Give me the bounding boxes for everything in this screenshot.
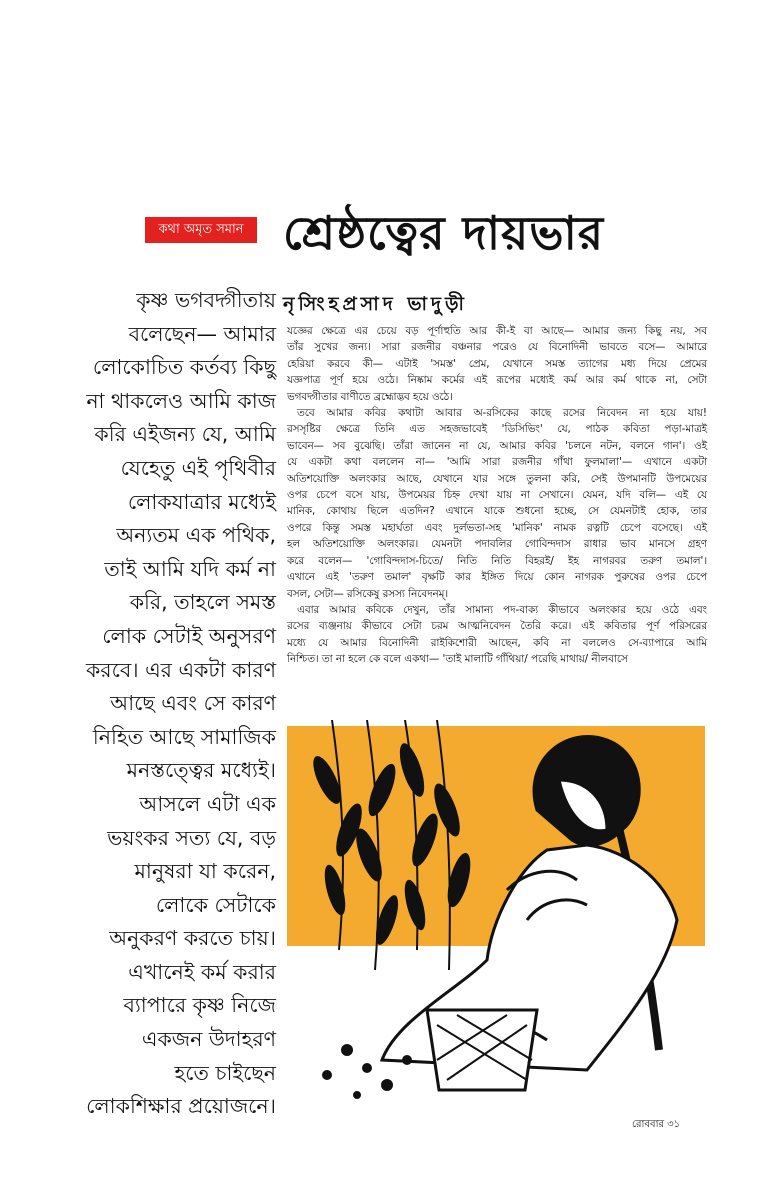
pull-quote-line: আছে এবং সে কারণ [110,691,276,716]
pull-quote-line: লোক সেটাই অনুসরণ [102,623,276,648]
article-paragraph [287,405,707,602]
article-line: ওপর চেপে বসে যায়, উপমেয়র চিহ্ন দেখা যায় না সেখানে। যেমন, যদি বলি— এই যে [287,489,707,502]
pull-quote-line: আসলে এটা এক [139,791,276,816]
article-line: ওপরে কিন্তু সমস্ত মহার্ঘতা এবং দুর্লভতা-সহ 'মানিক' নামক রত্নটি চেপে বসেছে। এই [287,521,707,534]
pull-quote-line: লোকোচিত কর্তব্য কিছু [92,355,276,380]
pull-quote-line: অন্যতম এক পথিক, [116,523,276,548]
article-line: যজ্ঞের ক্ষেত্রে এর চেয়ে বড় পূর্ণাহুতি আর কী-ই বা আছে— আমার জন্য কিছু নয়, সব [287,325,707,337]
pull-quote-line: একজন উদাহরণ [141,1027,276,1052]
pull-quote-line: করি, তাহলে সমস্ত [129,590,276,615]
article-line: বসল, সেটা— রসিকেষু রসস্য নিবেদনম্। [287,587,449,600]
pull-quote-line: যেহেতু এই পৃথিবীর [120,455,276,480]
pull-quote-line: লোকশিক্ষার প্রয়োজনে। [86,1094,276,1119]
pull-quote-line: লোকযাত্রার মধ্যেই [127,489,276,514]
pull-quote-line: করবে। এর একটা কারণ [85,657,276,682]
article-line: এবার আমার কবিকে দেখুন, তাঁর সামান্য পদ-বাক্য কীভাবে অলংকার হয়ে ওঠে এবং [297,603,707,616]
illustration [287,720,705,1106]
pull-quote-line: লোকে সেটাকে [155,892,276,917]
article-line: যে একটা কথা বললেন না— 'আমি সারা রজনীর গাঁথা ফুলমালা'— এখানে একটা [287,456,707,469]
pull-quote-line: হতে চাইছেন [174,1060,276,1085]
article-line: এখানে এই 'তরুণ তমাল' বৃক্ষটি কার ইঙ্গিত দিয়ে কোন নাগরক পুরুষের ওপর চেপে [287,571,707,584]
author-byline: নৃসিংহপ্রসাদ ভাদুড়ী [283,293,468,315]
pull-quote [40,284,276,1124]
pull-quote-line: করি এইজন্য যে, আমি [94,422,276,447]
article-line: অতিশয়োক্তি অলংকার আছে, যেখানে যার সঙ্গে তুলনা করি, সেই উপমানটি উপমেয়ের [287,472,707,485]
pull-quote-line: বলেছেন— আমার [128,321,276,346]
section-tag: কথা অমৃত সমান [145,217,257,243]
article-line: ভগবদ্গীতার বাণীতে ব্রহ্মোদ্ভব হয়ে ওঠে। [287,390,453,403]
article-line: রসের ব্যঞ্জনায় কীভাবে সেটা চরম আত্মনিবেদন তৈরি করে। এই কবিতার পূর্ণ পরিসরের [287,620,707,633]
article-line: করে বলেন— 'গোবিন্দদাস-চিতে/ নিতি নিতি বিহরই/ ইহ নাগরবর তরুণ তমাল'। [287,554,707,567]
pull-quote-line: না থাকলেও আমি কাজ [86,388,276,413]
article-line: যজ্ঞপাত্র পূর্ণ হয়ে ওঠে। নিষ্কাম কর্মের এই রূপের মধ্যেই কর্ম আর কর্ম থাকে না, সেটা [287,374,707,387]
article-line: হেরিয়া করবে কী— এটাই 'সমস্ত' প্রেম, যেখানে সমস্ত ত্যাগের মধ্য দিয়ে প্রেমের [287,357,707,370]
pull-quote-line: ভয়ংকর সত্য যে, বড় [107,825,276,850]
article-body [287,323,707,668]
article-line: নিশ্চিত। তা না হলে কে বলে একথা— 'তাই মালাটি গাঁথিয়া/ পরেছি মাথায়/ নীলবাসে [287,653,628,666]
article-line: মধ্যে যে আমার বিনোদিনী রাইকিশোরী আছেন, কবি না বললেও সে-ব্যাপারে আমি [287,636,707,649]
pull-quote-line: এখানেই কর্ম করার [128,959,276,984]
article-line: রসসৃষ্টির ক্ষেত্রে তিনি এত সহজভাবেই 'ডিসিভিং' যে, পাঠক কবিতা পড়া-মাত্রই [287,423,707,436]
pull-quote-line: মানুষরা যা করেন, [134,859,276,884]
pull-quote-line: অনুকরণ করতে চায়। [109,926,276,951]
article-line: ভাবেন— সব বুঝেছি। তাঁরা জানেন না যে, আমার কবির 'চলনে নটন, বলনে গান'। ওই [287,439,707,452]
pull-quote-line: মনস্তত্ত্বের মধ্যেই। [126,758,276,783]
article-line: হল অতিশয়োক্তি অলংকার। যেমনটা পদাবলির গোবিন্দদাস রাধার ভাব মানসে গ্রহণ [287,538,707,551]
article-paragraph [287,323,707,405]
article-title: শ্রেষ্ঠত্বের দায়ভার [283,206,605,260]
page-footer: রোববার ৩১ [632,1119,681,1130]
pull-quote-line: তাই আমি যদি কর্ম না [104,556,276,581]
pull-quote-line: নিহিত আছে সামাজিক [92,724,276,749]
article-line: মানিক, কোথায় ছিলে এতদিন? এখানে যাকে শুধনো হচ্ছে, সে যেমনটাই হোক, তার [287,505,707,518]
pull-quote-line: কৃষ্ণ ভগবদ্গীতায় [136,288,276,312]
article-line: তাঁর সুখের জন্য। সারা রজনীর বঞ্চনার পরেও যে বিনোদিনী ভাবতে বসে— আমারে [287,341,707,354]
pull-quote-line: ব্যাপারে কৃষ্ণ নিজে [123,993,276,1018]
article-paragraph [287,602,707,668]
article-line: তবে আমার কবির কথাটা আবার অ-রসিকের কাছে রসের নিবেদন না হয়ে যায়! [297,407,707,420]
